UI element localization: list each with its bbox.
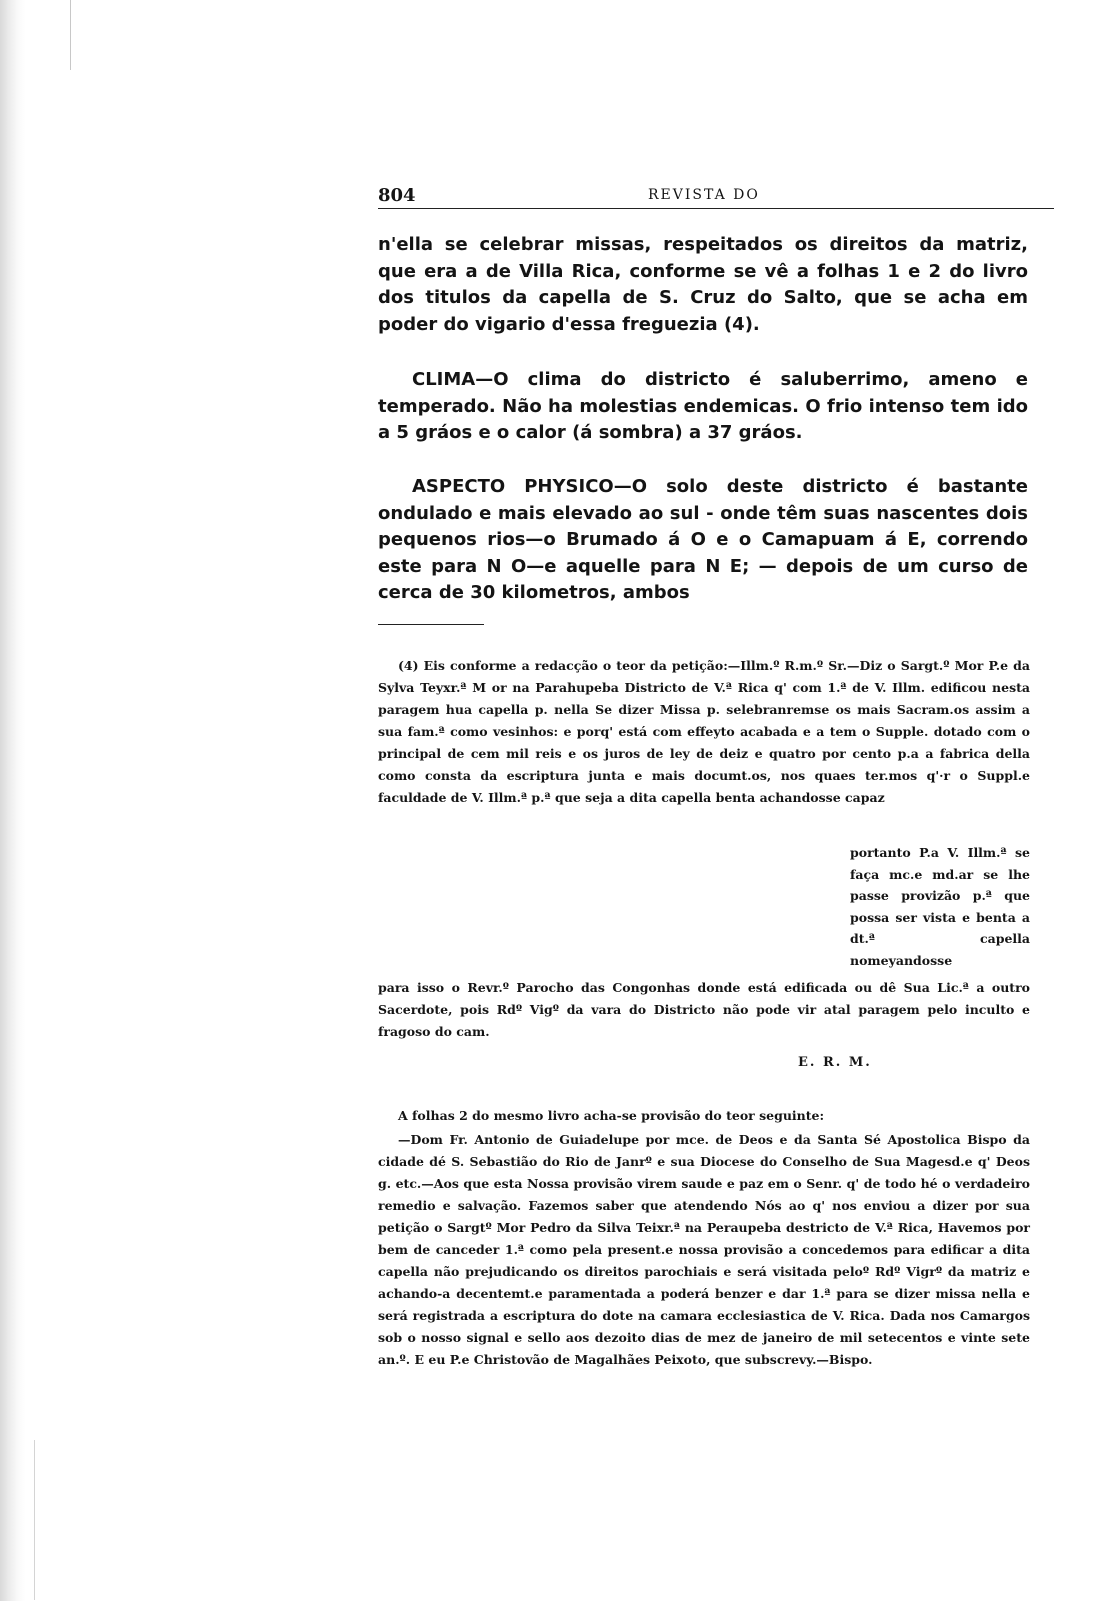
footnote-petition-right-block: portanto P.a V. Illm.ª se faça mc.e md.ar se lhe passe provizão p.ª que possa ser vista e benta a dt.ª capella nomeyandosse bbox=[850, 845, 1030, 968]
body-paragraph: n'ella se celebrar missas, respeitados os direitos da matriz, que era a de Villa Rica, conforme se vê a folhas 1 e 2 do livro dos titulos da capella de S. Cruz do Salto, que se acha em poder do vigario d'essa freguezia (4). bbox=[378, 234, 1028, 335]
footnote-petition: (4) Eis conforme a redacção o teor da petição:—Illm.º R.m.º Sr.—Diz o Sargt.º Mor P.e da Sylva Teyxr.ª M or na Parahupeba Districto de V.ª Rica q' com 1.ª de V. Illm. edificou nesta paragem hua capella p. nella Se dizer Missa p. selebranremse os mais Sacram.os assim a sua fam.ª como vesinhos: e porq' está com effeyto acabada e a tem o Supple. dotado com o principal de cem mil reis e os juros de ley de deiz e quatro por cento p.a a fabrica della como consta da escriptura junta e mais documt.os, nos quaes ter.mos q'·r o Suppl.e faculdade de V. Illm.ª p.ª que seja a dita capella benta achandosse capaz bbox=[378, 658, 1030, 805]
running-head: REVISTA DO bbox=[648, 187, 760, 203]
footnote-rule bbox=[378, 624, 484, 625]
footnote-provision-text: —Dom Fr. Antonio de Guiadelupe por mce. de Deos e da Santa Sé Apostolica Bispo da cidade dé S. Sebastião do Rio de Janrº e sua Diocese do Conselho de Sua Magesd.e q' Deos g. etc.—Aos que esta Nossa provisão virem saude e paz em o Senr. q' de todo hé o verdadeiro remedio e salvação. Fazemos saber que atendendo Nós ao q' nos enviou a dizer por sua petição o Sargtº Mor Pedro da Silva Teixr.ª na Peraupeba destricto de V.ª Rica, Havemos por bem de canceder 1.ª como pela present.e nossa provisão a concedemos para edificar a dita capella não prejudicando os direitos parochiais e será visitada peloº Rdº Vigrº da matriz e achando-a decentemt.e paramentada a poderá benzer e dar 1.ª para se dizer missa nella e será registrada a escriptura do dote na camara ecclesiastica de V. Rica. Dada nos Camargos sob o nosso signal e sello aos dezoito dias de mez de janeiro de mil setecentos e vinte sete an.º. E eu P.e Christovão de Magalhães Peixoto, que subscrevy.—Bispo. bbox=[378, 1132, 1030, 1367]
footnote-provision-intro: A folhas 2 do mesmo livro acha-se provisão do teor seguinte: bbox=[398, 1108, 825, 1123]
footnote-petition-end: para isso o Revr.º Parocho das Congonhas donde está edificada ou dê Sua Lic.ª a outro Sacerdote, pois Rdº Vigº da vara do Districto não pode vir atal paragem pelo inculto e fragoso do cam. bbox=[378, 980, 1030, 1039]
footnote-signature: E. R. M. bbox=[798, 1055, 872, 1070]
body-paragraph-clima: CLIMA—O clima do districto é saluberrimo, ameno e temperado. Não ha molestias endemicas. O frio intenso tem ido a 5 gráos e o calor (á sombra) a 37 gráos. bbox=[378, 369, 1028, 443]
page-header bbox=[378, 180, 1054, 210]
header-rule bbox=[378, 208, 1054, 209]
scan-edge-mark bbox=[34, 1440, 35, 1600]
page-number: 804 bbox=[378, 185, 416, 206]
body-paragraph-aspecto-physico: ASPECTO PHYSICO—O solo deste districto é bastante ondulado e mais elevado ao sul - onde têm suas nascentes dois pequenos rios—o Brumado á O e o Camapuam á E, correndo este para N O—e aquelle para N E; — depois de um curso de cerca de 30 kilometros, ambos bbox=[378, 476, 1028, 603]
page-edge-shadow bbox=[0, 0, 26, 1601]
scan-edge-mark bbox=[70, 0, 71, 70]
